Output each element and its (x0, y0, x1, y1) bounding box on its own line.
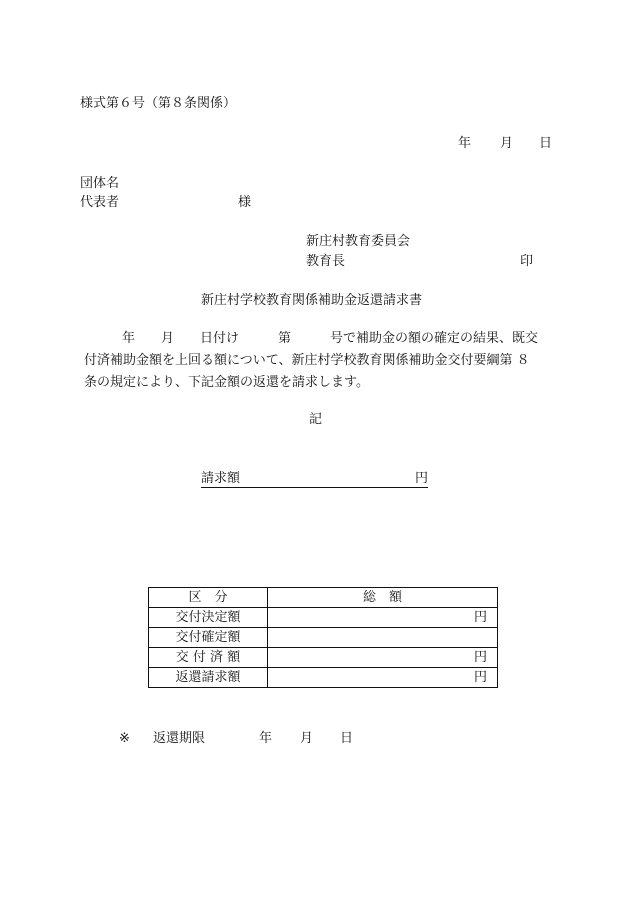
row-label: 交 付 済 額 (149, 648, 268, 668)
row-label: 交付決定額 (149, 608, 268, 628)
body-line-2: 付済補助金額を上回る額について、新庄村学校教育関係補助金交付要綱第 ８ (84, 353, 530, 368)
honorific: 様 (238, 195, 252, 210)
row-value (268, 628, 498, 648)
issuer-board: 新庄村教育委員会 (306, 234, 411, 249)
table-header-row (149, 588, 498, 608)
note-mark: ※ (119, 731, 130, 746)
claim-unit: 円 (414, 471, 428, 486)
header-category: 区 分 (149, 588, 268, 608)
deadline-day: 日 (340, 731, 354, 746)
body-paragraph (84, 328, 554, 394)
date-day: 日 (539, 136, 553, 151)
deadline-month: 月 (300, 731, 314, 746)
body-line-3: 条の規定により、下記金額の返還を請求します。 (84, 375, 369, 390)
row-value: 円 (268, 668, 498, 688)
summary-table (148, 587, 498, 688)
table-row (149, 668, 498, 688)
date-month: 月 (500, 136, 514, 151)
row-label: 返還請求額 (149, 668, 268, 688)
org-label: 団体名 (80, 176, 120, 191)
body-line-1: 年 月 日付け 第 号で補助金の額の確定の結果、既交 (122, 331, 539, 346)
rep-label: 代表者 (80, 195, 120, 210)
table-row (149, 628, 498, 648)
header-total: 総 額 (268, 588, 498, 608)
row-value: 円 (268, 608, 498, 628)
document-title: 新庄村学校教育関係補助金返還請求書 (201, 293, 423, 308)
deadline-label: 返還期限 (153, 731, 206, 746)
row-label: 交付確定額 (149, 628, 268, 648)
claim-label: 請求額 (201, 471, 241, 486)
table-row (149, 608, 498, 628)
claim-amount-line (201, 472, 428, 488)
row-value: 円 (268, 648, 498, 668)
seal-mark: 印 (520, 254, 534, 269)
form-number: 様式第６号（第８条関係） (80, 96, 237, 111)
deadline-year: 年 (259, 731, 273, 746)
date-year: 年 (458, 136, 472, 151)
issuer-title: 教育長 (306, 254, 346, 269)
table-row (149, 648, 498, 668)
ki-heading: 記 (309, 412, 323, 427)
